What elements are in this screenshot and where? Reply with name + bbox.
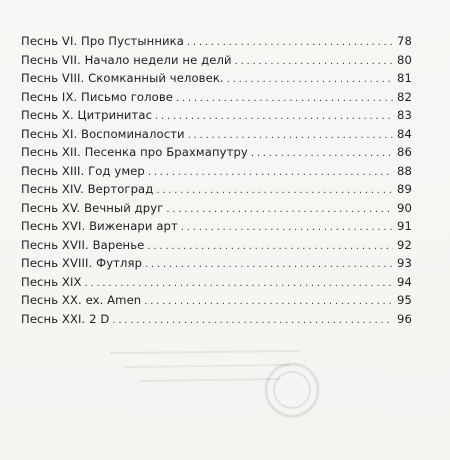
toc-entry-title: Песнь VIII. Скомканный человек. [21,71,224,85]
toc-entry-title: Песнь XXI. 2 D [21,311,110,326]
toc-entry-title: Песнь XVII. Варенье [21,237,145,252]
dot-leader [112,315,393,326]
toc-entry-page-number: 81 [397,71,412,85]
toc-entry [21,238,412,257]
dot-leader [85,278,393,289]
dot-leader [187,37,393,48]
toc-entry-title: Песнь XV. Вечный друг [21,200,164,215]
toc-entry [21,53,412,72]
toc-entry-page-number: 95 [397,293,412,307]
toc-entry [21,145,412,164]
toc-entry-title: Песнь X. Цитринитас [21,108,153,122]
toc-entry-title: Песнь XII. Песенка про Брахмапутру [21,145,248,159]
dot-leader [155,111,393,122]
toc-entry [21,256,412,275]
toc-entry [21,312,412,331]
toc-entry-title: Песнь XIII. Год умер [21,163,145,178]
dot-leader [176,93,393,104]
toc-entry-title: Песнь XVI. Виженари арт [21,219,178,233]
dot-leader [145,259,393,270]
dot-leader [156,185,393,196]
toc-entry-page-number: 96 [397,311,412,326]
toc-entry-title: Песнь VII. Начало недели не делй [21,52,232,67]
toc-entry-page-number: 94 [397,274,412,289]
toc-entry-page-number: 84 [397,126,412,141]
dot-leader [188,130,393,141]
toc-entry-page-number: 89 [397,182,412,196]
dot-leader [148,167,393,178]
dot-leader [235,56,393,67]
toc-entry [21,71,412,90]
toc-entry-title: Песнь XI. Воспоминалости [21,126,185,141]
toc-entry-title: Песнь VI. Про Пустынника [21,34,184,48]
dot-leader [227,74,393,85]
toc-entry [21,34,412,53]
toc-entry-title: Песнь XX. ex. Amen [21,293,142,307]
toc-entry [21,293,412,312]
toc-entry-page-number: 91 [397,219,412,233]
toc-entry [21,201,412,220]
toc-entry [21,275,412,294]
dot-leader [144,296,393,307]
toc-entry-title: Песнь XIX [21,274,82,289]
toc-entry [21,219,412,238]
toc-entry-page-number: 90 [397,200,412,215]
toc-entry [21,108,412,127]
toc-entry-page-number: 88 [397,163,412,178]
toc-entry-page-number: 82 [397,89,412,104]
toc-entry [21,182,412,201]
toc-entry-page-number: 93 [397,256,412,270]
toc-entry-page-number: 80 [397,52,412,67]
toc-entry [21,127,412,146]
toc-entry-title: Песнь XVIII. Футляр [21,256,143,270]
toc-entry-page-number: 92 [397,237,412,252]
toc-entry-page-number: 83 [397,108,412,122]
toc-entry-title: Песнь XIV. Вертоград [21,182,154,196]
toc-entry-title: Песнь IX. Письмо голове [21,89,173,104]
toc-entry [21,90,412,109]
toc-entry [21,164,412,183]
toc-entry-page-number: 86 [397,145,412,159]
dot-leader [251,148,393,159]
dot-leader [147,241,393,252]
table-of-contents [21,34,412,330]
dot-leader [181,222,393,233]
dot-leader [166,204,393,215]
toc-entry-page-number: 78 [397,34,412,48]
publisher-seal-mark [252,350,332,430]
